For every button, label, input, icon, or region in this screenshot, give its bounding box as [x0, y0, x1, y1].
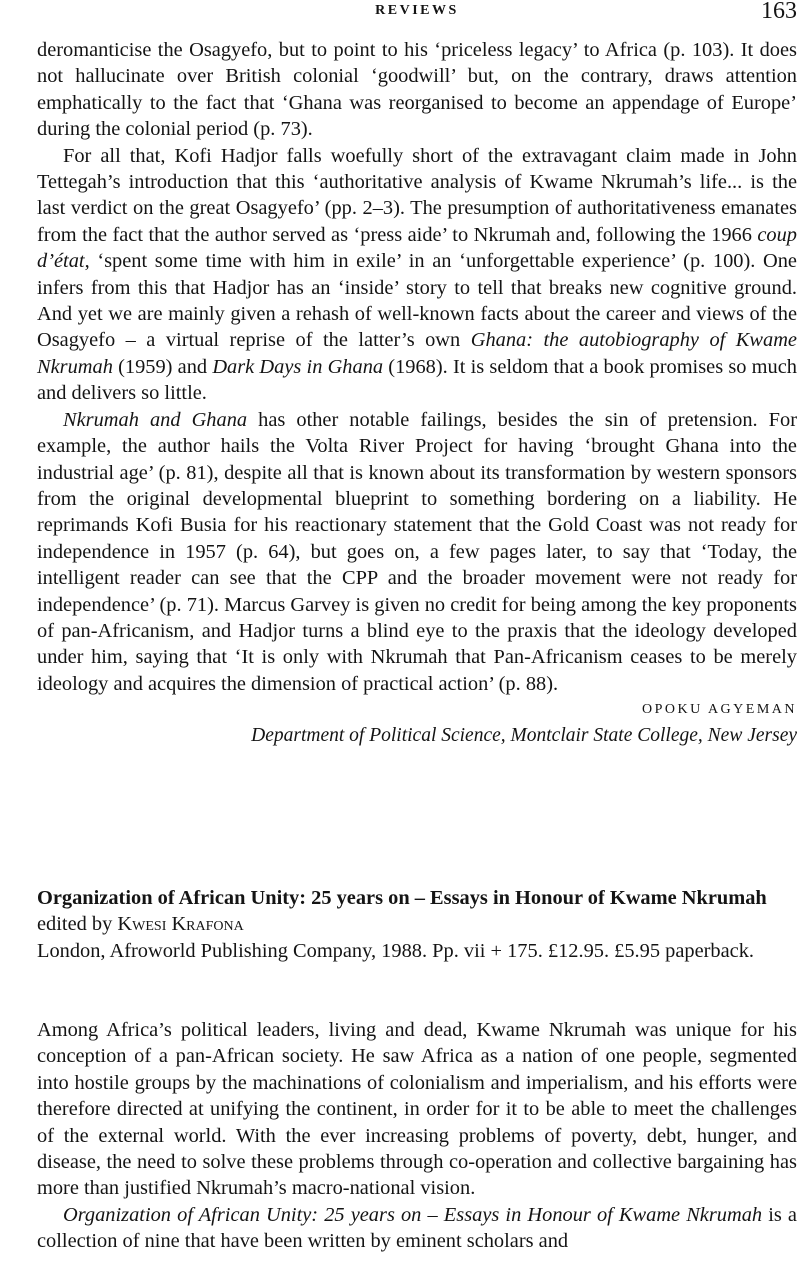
reviewed-book-title: Organization of African Unity: 25 years on – Essays in Honour of Kwame Nkrumah [37, 887, 767, 909]
reviewer-affiliation: Department of Political Science, Montclair State College, New Jersey [251, 725, 797, 747]
reviewer-name: OPOKU AGYEMAN [641, 702, 797, 718]
publication-details: London, Afroworld Publishing Company, 1988. Pp. vii + 175. £12.95. £5.95 paperback. [37, 939, 755, 962]
review-2-body [37, 1017, 797, 1255]
book-editor: Kwesi Krafona [117, 913, 244, 936]
text-run: (1959) and [112, 355, 213, 378]
review-1-paragraph-1: deromanticise the Osagyefo, but to point to his ‘priceless legacy’ to Africa (p. 103). It does not hallucinate over British colonial ‘goodwill’ but, on the contrary, draws attention emphatically to the fact that ‘Ghana was reorganised to become an appendage of Europe’ during the colonial period (p. 73). [37, 39, 797, 141]
page-header [37, 0, 797, 28]
page-number: 163 [761, 0, 797, 24]
book-title: Ghana: the autobiography of Kwame Nkrumah [37, 329, 797, 378]
review-1 [37, 37, 797, 749]
review-2-paragraph-1: Among Africa’s political leaders, living and dead, Kwame Nkrumah was unique for his conception of a pan-African society. He saw Africa as a nation of one people, segmented into hostile groups by the machinations of colonialism and imperialism, and his efforts were therefore directed at unifying the continent, in order for it to be able to meet the challenges of the external world. With the ever increasing problems of poverty, debt, hunger, and disease, the need to solve these problems through co-operation and collective bargaining has more than justified Nkrumah’s macro-national vision. [37, 1019, 797, 1200]
text-run: (1968). It is seldom that a book promises so much and delivers so little. [37, 355, 797, 405]
running-head: REVIEWS [375, 3, 459, 18]
book-title: Dark Days in Ghana [212, 355, 384, 378]
text-run: has other notable failings, besides the sin of pretension. For example, the author hails the Volta River Project for having ‘brought Ghana into the industrial age’ (p. 81), despite all that is known about its transformation by western sponsors from the original developmental blueprint to something bordering on a liability. He reprimands Kofi Busia for his reactionary statement that the Gold Coast was not ready for independence in 1957 (p. 64), but goes on, a few pages later, to say that ‘Today, the intelligent reader can see that the CPP and the broader movement were not ready for independence’ (p. 71). Marcus Garvey is given no credit for being among the key proponents of pan-Africanism, and Hadjor turns a blind eye to the praxis that the ideology developed under him, saying that ‘It is only with Nkrumah that Pan-Africanism ceases to be merely ideology and acquires the dimension of practical action’ (p. 88). [37, 408, 797, 695]
book-title: Nkrumah and Ghana [63, 408, 248, 431]
review-2-heading [37, 885, 797, 964]
review-1-paragraph-2 [37, 143, 797, 407]
review-2-paragraph-2 [37, 1202, 797, 1255]
text-run: , ‘spent some time with him in exile’ in an ‘unforgettable experience’ (p. 100). One infers from this that Hadjor has an ‘inside’ story to tell that breaks new cognitive ground. And yet we are mainly given a rehash of well-known facts about the career and views of the Osagyefo – a virtual reprise of the latter’s own [37, 250, 797, 352]
text-run: is a collection of nine that have been written by eminent scholars and [37, 1203, 797, 1253]
book-title: Organization of African Unity: 25 years on – Essays in Honour of Kwame Nkrumah [63, 1203, 763, 1226]
text-run: For all that, Kofi Hadjor falls woefully short of the extravagant claim made in John Tettegah’s introduction that this ‘authoritative analysis of Kwame Nkrumah’s life... is the last verdict on the great Osagyefo’ (pp. 2–3). The presumption of authoritativeness emanates from the fact that the author served as ‘press aide’ to Nkrumah and, following the 1966 [37, 144, 797, 246]
text-run: edited by [37, 913, 118, 936]
review-1-paragraph-3 [37, 407, 797, 697]
review-2-bibliography [37, 885, 797, 938]
italic-term: coup d’état [37, 223, 797, 273]
